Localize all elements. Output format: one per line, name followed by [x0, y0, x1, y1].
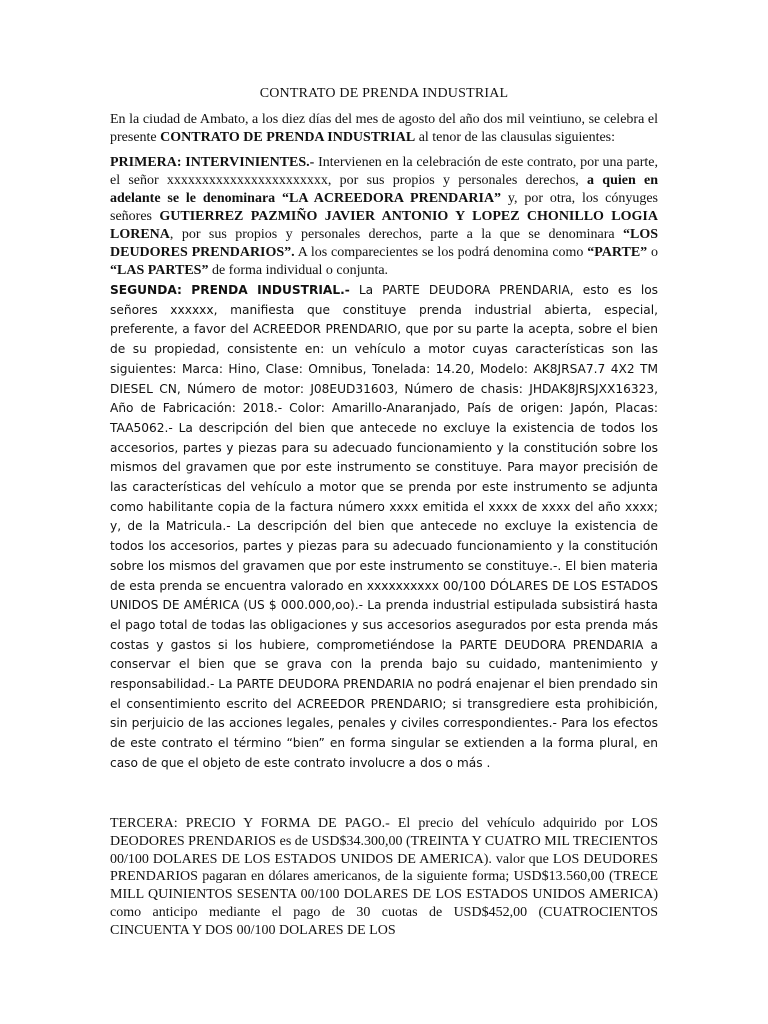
clause-primera-deudores: “LOS DEUDORES PRENDARIOS”. [110, 227, 658, 260]
clause-primera-parte: “PARTE” [587, 245, 648, 260]
clause-tercera: TERCERA: PRECIO Y FORMA DE PAGO.- El precio del vehículo adquirido por LOS DEODORES PRENDARIOS es de USD$34.300,00 (TREINTA Y CUATRO MIL TRECIENTOS 00/100 DOLARES DE LOS ESTADOS UNIDOS DE AMERICA). valor que LOS DEUDORES PRENDARIOS pagaran en dólares americanos, de la siguiente forma; USD$13.560,00 (TRECE MILL QUINIENTOS SESENTA 00/100 DOLARES DE LOS ESTADOS UNIDOS AMERICA) como anticipo mediante el pago de 30 cuotas de USD$452,00 (CUATROCIENTOS CINCUENTA Y DOS 00/100 DOLARES DE LOS [110, 816, 658, 938]
clause-segunda-heading: SEGUNDA: PRENDA INDUSTRIAL.- [110, 283, 350, 297]
clause-primera-text: y, por otra, los cónyuges señores [110, 191, 658, 224]
clause-primera-las-partes: “LAS PARTES” [110, 263, 209, 278]
clause-primera-acreedora: a quien en adelante se le denominara “LA ACREEDORA PRENDARIA” [110, 173, 659, 206]
clause-segunda [110, 281, 658, 774]
document-title: CONTRATO DE PRENDA INDUSTRIAL [259, 86, 509, 101]
clause-segunda-body: La PARTE DEUDORA PRENDARIA, esto es los señores xxxxxx, manifiesta que constituye prenda industrial abierta, especial, preferente, a favor del ACREEDOR PRENDARIO, que por su parte la acepta, sobre el bien de su propiedad, consistente en: un vehículo a motor cuyas características son las siguientes: Marca: Hino, Clase: Omnibus, Tonelada: 14.20, Modelo: AK8JRSA7.7 4X2 TM DIESEL CN, Número de motor: J08EUD31603, Número de chasis: JHDAK8JRSJXX16323, Año de Fabricación: 2018.- Color: Amarillo-Anaranjado, País de origen: Japón, Placas: TAA5062.- La descripción del bien que antecede no excluye la existencia de todos los accesorios, partes y piezas para su adecuado funcionamiento y la constitución sobre los mismos del gravamen que por este instrumento se constituye. Para mayor precisión de las características del vehículo a motor que se prenda por este instrumento se adjunta como habilitante copia de la factura número xxxx emitida el xxxx de xxxx del año xxxx; y, de la Matricula.- La descripción del bien que antecede no excluye la existencia de todos los accesorios, partes y piezas para su adecuado funcionamiento y la constitución sobre los mismos del gravamen que por este instrumento se constituye.-. El bien materia de esta prenda se encuentra valorado en xxxxxxxxxx 00/100 DÓLARES DE LOS ESTADOS UNIDOS DE AMÉRICA (US $ 000.000,oo).- La prenda industrial estipulada subsistirá hasta el pago total de todas las obligaciones y sus accesorios asegurados por esta prenda más costas y gastos si los hubiere, comprometiéndose la PARTE DEUDORA PRENDARIA a conservar el bien que se grava con la prenda bajo su cuidado, mantenimiento y responsabilidad.- La PARTE DEUDORA PRENDARIA no podrá enajenar el bien prendado sin el consentimiento escrito del ACREEDOR PRENDARIO; si transgrediere esta prohibición, sin perjuicio de las acciones legales, penales y civiles correspondientes.- Para los efectos de este contrato el término “bien” en forma singular se extienden a la forma plural, en caso de que el objeto de este contrato involucre a dos o más . [110, 283, 659, 770]
clause-primera-text: , por sus propios y personales derechos, parte a la que se denominara [169, 227, 623, 242]
clause-primera-text: Intervienen en la celebración de este contrato, por una parte, el señor xxxxxxxxxxxxxxxxxxxxxxx, por sus propios y personales derechos, [110, 155, 658, 188]
clause-primera-text: A los comparecientes se los podrá denomina como [294, 245, 588, 260]
intro-contract-name: CONTRATO DE PRENDA INDUSTRIAL [160, 130, 416, 145]
intro-paragraph [110, 111, 658, 147]
clause-primera-text: o [647, 245, 659, 260]
clause-primera-heading: PRIMERA: INTERVINIENTES.- [110, 155, 315, 170]
clause-primera-text-end: de forma individual o conjunta. [208, 263, 389, 278]
intro-text: En la ciudad de Ambato, a los diez días del mes de agosto del año dos mil veintiuno, se celebra el presente [110, 112, 658, 145]
clause-primera-deudores-names: GUTIERREZ PAZMIÑO JAVIER ANTONIO Y LOPEZ CHONILLO LOGIA LORENA [110, 209, 658, 242]
clause-primera [110, 154, 658, 280]
intro-text-end: al tenor de las clausulas siguientes: [415, 130, 616, 145]
